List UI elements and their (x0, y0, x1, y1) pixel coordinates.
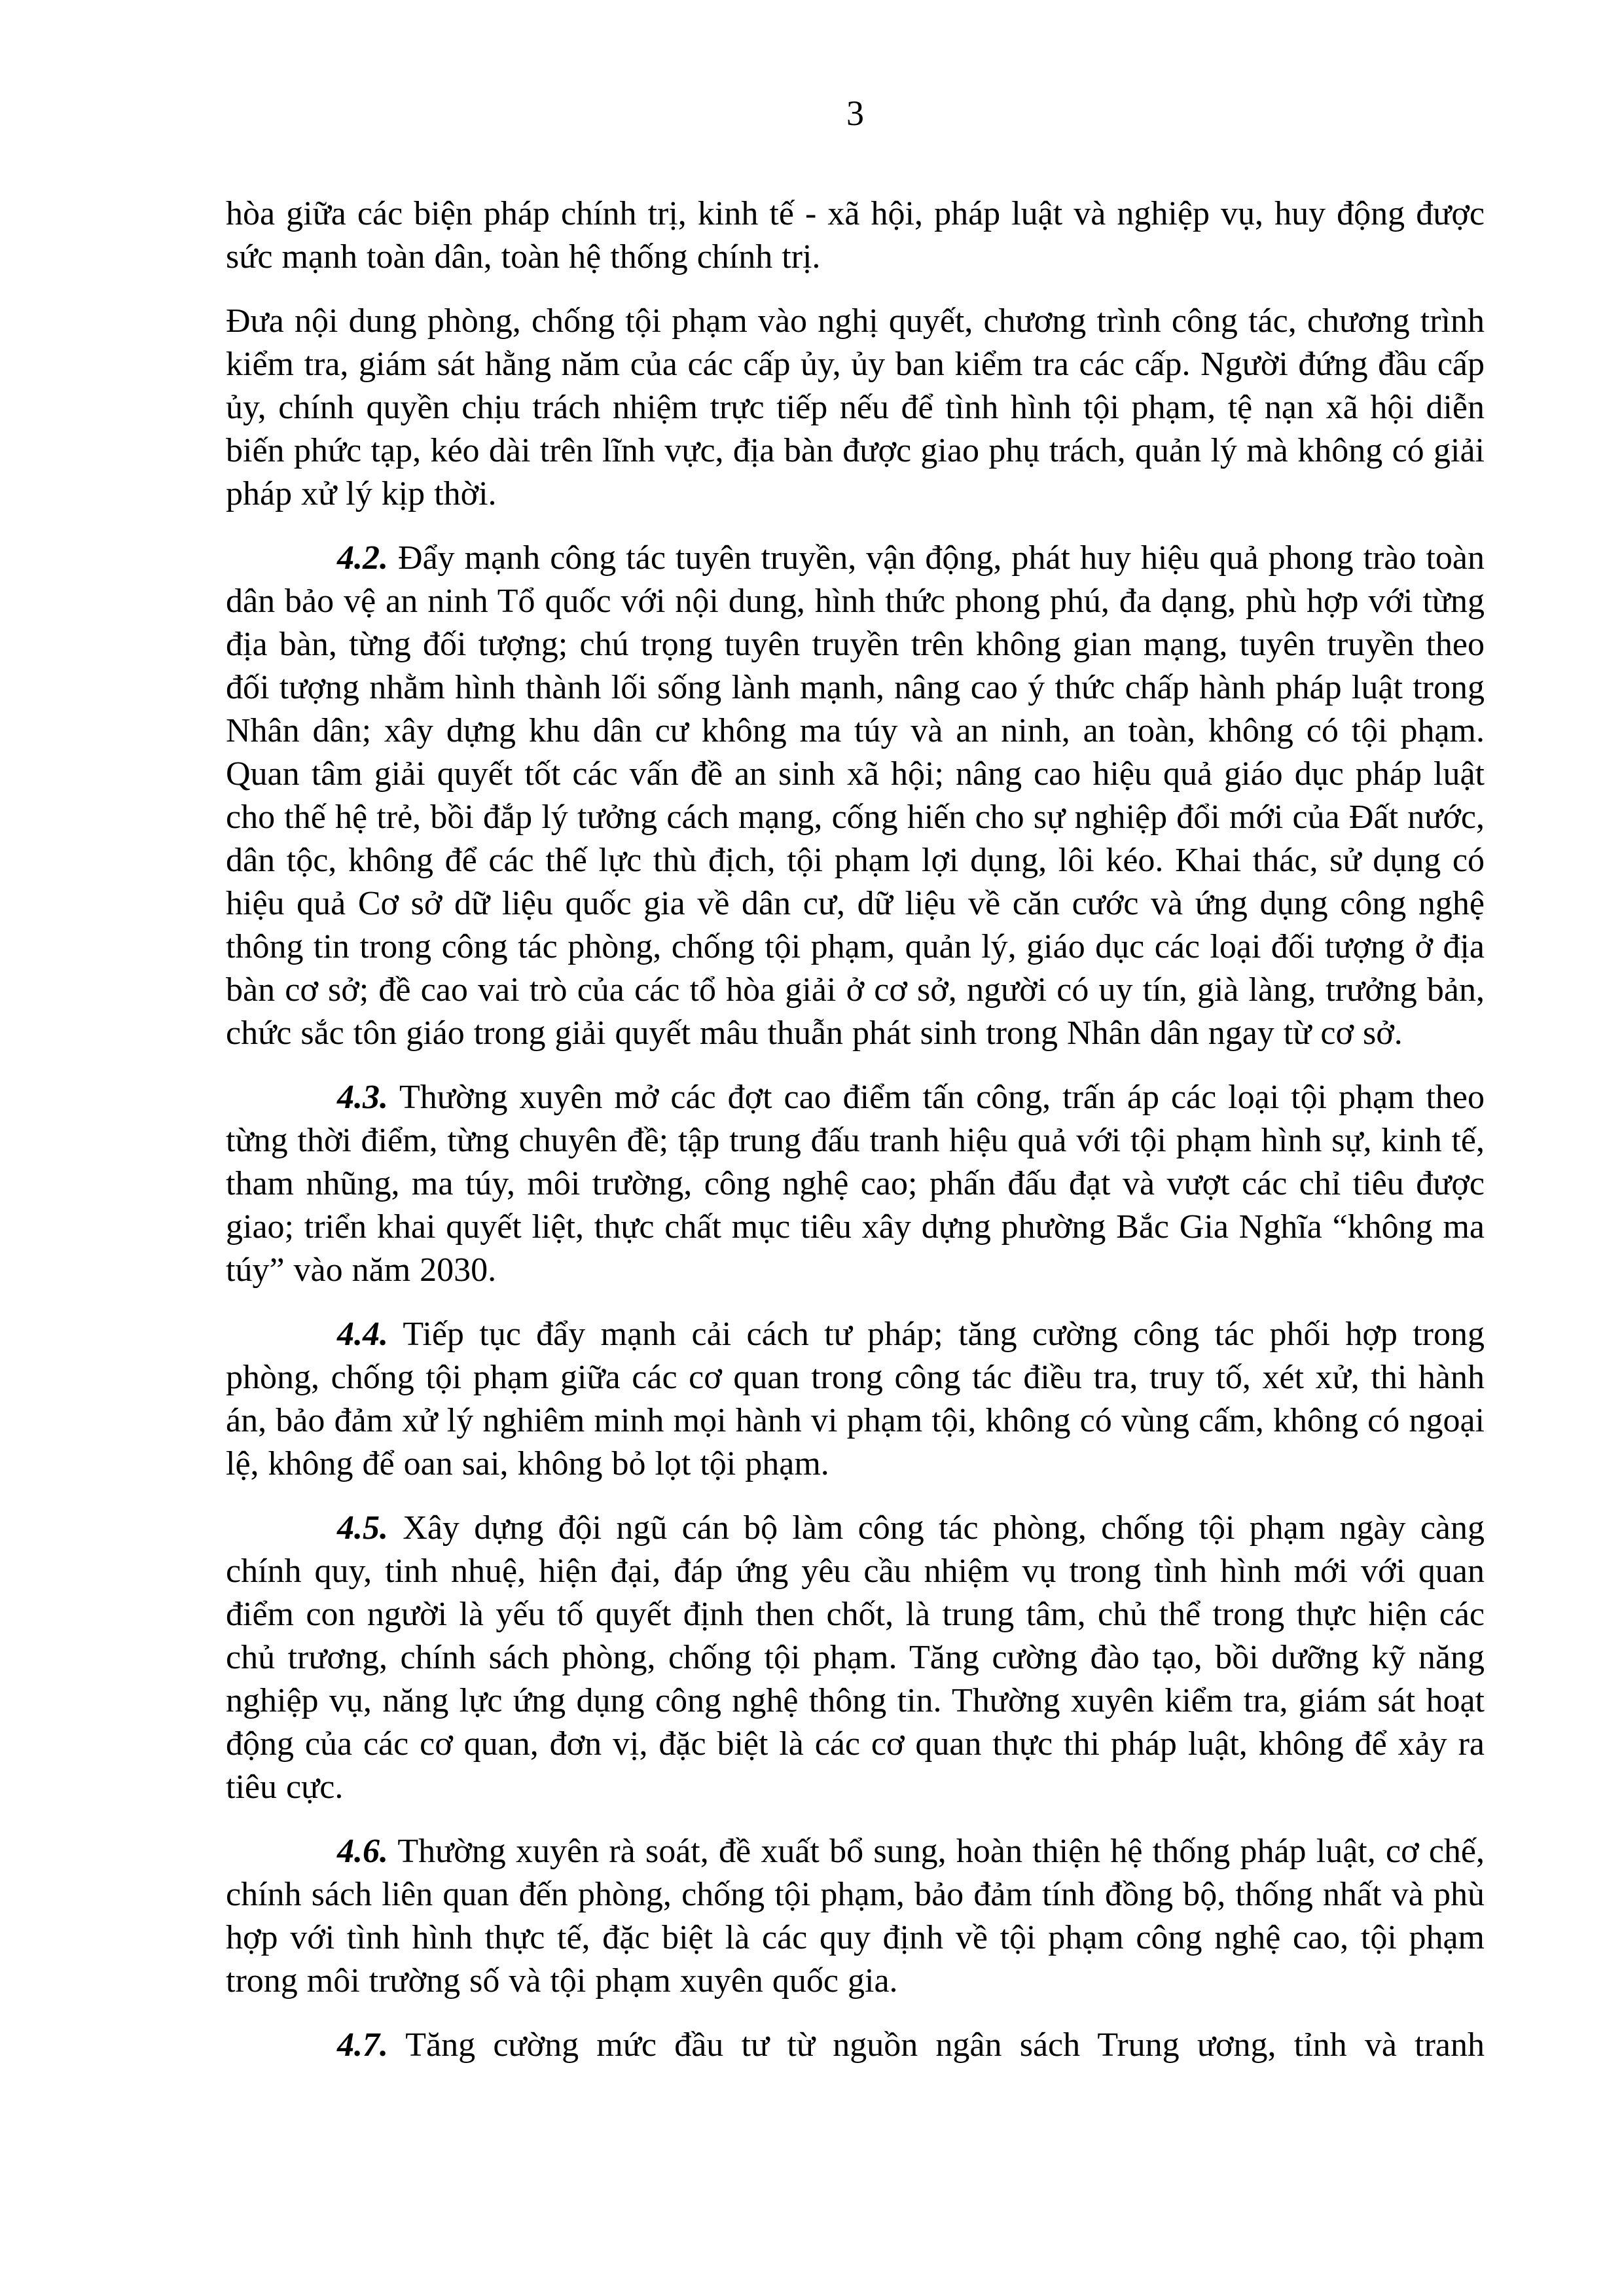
paragraph-lead: 4.7. (337, 2026, 388, 2064)
paragraph-4-4 (226, 1313, 1485, 1486)
paragraph-lead: 4.5. (337, 1509, 388, 1547)
paragraph-lead: 4.6. (337, 1833, 388, 1870)
paragraph-4-5 (226, 1507, 1485, 1809)
paragraph-text: Xây dựng đội ngũ cán bộ làm công tác phòng, chống tội phạm ngày càng chính quy, tinh nhuệ, hiện đại, đáp ứng yêu cầu nhiệm vụ trong tình hình mới với quan điểm con người là yếu tố quyết định then chốt, là trung tâm, chủ thể trong thực hiện các chủ trương, chính sách phòng, chống tội phạm. Tăng cường đào tạo, bồi dưỡng kỹ năng nghiệp vụ, năng lực ứng dụng công nghệ thông tin. Thường xuyên kiểm tra, giám sát hoạt động của các cơ quan, đơn vị, đặc biệt là các cơ quan thực thi pháp luật, không để xảy ra tiêu cực. (226, 1509, 1485, 1806)
paragraph-text: Đẩy mạnh công tác tuyên truyền, vận động, phát huy hiệu quả phong trào toàn dân bảo vệ an ninh Tổ quốc với nội dung, hình thức phong phú, đa dạng, phù hợp với từng địa bàn, từng đối tượng; chú trọng tuyên truyền trên không gian mạng, tuyên truyền theo đối tượng nhằm hình thành lối sống lành mạnh, nâng cao ý thức chấp hành pháp luật trong Nhân dân; xây dựng khu dân cư không ma túy và an ninh, an toàn, không có tội phạm. Quan tâm giải quyết tốt các vấn đề an sinh xã hội; nâng cao hiệu quả giáo dục pháp luật cho thế hệ trẻ, bồi đắp lý tưởng cách mạng, cống hiến cho sự nghiệp đổi mới của Đất nước, dân tộc, không để các thế lực thù địch, tội phạm lợi dụng, lôi kéo. Khai thác, sử dụng có hiệu quả Cơ sở dữ liệu quốc gia về dân cư, dữ liệu về căn cước và ứng dụng công nghệ thông tin trong công tác phòng, chống tội phạm, quản lý, giáo dục các loại đối tượng ở địa bàn cơ sở; đề cao vai trò của các tổ hòa giải ở cơ sở, người có uy tín, già làng, trưởng bản, chức sắc tôn giáo trong giải quyết mâu thuẫn phát sinh trong Nhân dân ngay từ cơ sở. (226, 539, 1485, 1052)
paragraph-text: Thường xuyên rà soát, đề xuất bổ sung, hoàn thiện hệ thống pháp luật, cơ chế, chính sách liên quan đến phòng, chống tội phạm, bảo đảm tính đồng bộ, thống nhất và phù hợp với tình hình thực tế, đặc biệt là các quy định về tội phạm công nghệ cao, tội phạm trong môi trường số và tội phạm xuyên quốc gia. (226, 1833, 1485, 2000)
paragraph (226, 192, 1485, 279)
paragraph-4-3 (226, 1076, 1485, 1292)
paragraph-text: Tăng cường mức đầu tư từ nguồn ngân sách Trung ương, tỉnh và tranh (388, 2026, 1485, 2064)
paragraph-text: Thường xuyên mở các đợt cao điểm tấn công, trấn áp các loại tội phạm theo từng thời điểm, từng chuyên đề; tập trung đấu tranh hiệu quả với tội phạm hình sự, kinh tế, tham nhũng, ma túy, môi trường, công nghệ cao; phấn đấu đạt và vượt các chỉ tiêu được giao; triển khai quyết liệt, thực chất mục tiêu xây dựng phường Bắc Gia Nghĩa “không ma túy” vào năm 2030. (226, 1079, 1485, 1289)
page-number: 3 (846, 94, 864, 133)
paragraph-text: Đưa nội dung phòng, chống tội phạm vào nghị quyết, chương trình công tác, chương trình kiểm tra, giám sát hằng năm của các cấp ủy, ủy ban kiểm tra các cấp. Người đứng đầu cấp ủy, chính quyền chịu trách nhiệm trực tiếp nếu để tình hình tội phạm, tệ nạn xã hội diễn biến phức tạp, kéo dài trên lĩnh vực, địa bàn được giao phụ trách, quản lý mà không có giải pháp xử lý kịp thời. (226, 302, 1485, 512)
paragraph-lead: 4.2. (337, 539, 388, 577)
paragraph-text: hòa giữa các biện pháp chính trị, kinh tế - xã hội, pháp luật và nghiệp vụ, huy động được sức mạnh toàn dân, toàn hệ thống chính trị. (226, 195, 1485, 276)
paragraph-lead: 4.4. (337, 1316, 388, 1353)
paragraph-text: Tiếp tục đẩy mạnh cải cách tư pháp; tăng cường công tác phối hợp trong phòng, chống tội phạm giữa các cơ quan trong công tác điều tra, truy tố, xét xử, thi hành án, bảo đảm xử lý nghiêm minh mọi hành vi phạm tội, không có vùng cấm, không có ngoại lệ, không để oan sai, không bỏ lọt tội phạm. (226, 1316, 1485, 1482)
paragraph (226, 300, 1485, 516)
paragraph-4-7 (226, 2024, 1485, 2067)
paragraph-4-2 (226, 537, 1485, 1055)
paragraph-4-6 (226, 1830, 1485, 2003)
paragraph-lead: 4.3. (337, 1079, 388, 1116)
